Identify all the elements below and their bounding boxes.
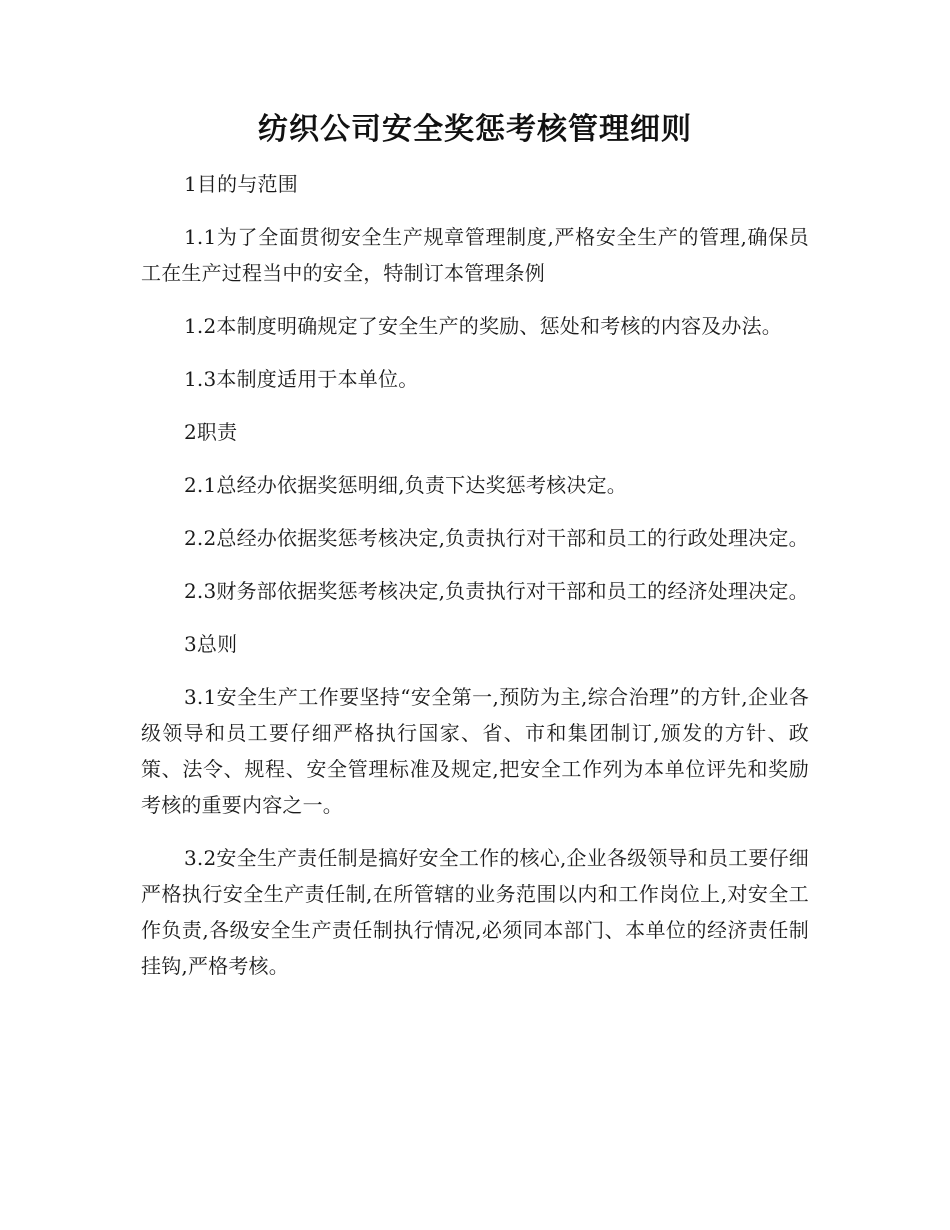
paragraph-3-2: 3.2安全生产责任制是搞好安全工作的核心,企业各级领导和员工要仔细严格执行安全生产责任制,在所管辖的业务范围以内和工作岗位上,对安全工作负责,各级安全生产责任制执行情况,必须同本部门、本单位的经济责任制挂钩,严格考核。 — [141, 846, 809, 978]
document-body — [141, 166, 809, 1001]
section-heading-2: 2职责 — [184, 420, 238, 444]
paragraph-2-1: 2.1总经办依据奖惩明细,负责下达奖惩考核决定。 — [184, 473, 627, 497]
paragraph-3-1: 3.1安全生产工作要坚持“安全第一,预防为主,综合治理”的方针,企业各级领导和员工要仔细严格执行国家、省、市和集团制订,颁发的方针、政策、法令、规程、安全管理标准及规定,把安全工作列为本单位评先和奖励考核的重要内容之一。 — [141, 685, 809, 817]
paragraph-1-2: 1.2本制度明确规定了安全生产的奖励、惩处和考核的内容及办法。 — [184, 314, 783, 338]
paragraph-1-1: 1.1为了全面贯彻安全生产规章管理制度,严格安全生产的管理,确保员工在生产过程当中的安全，特制订本管理条例 — [141, 225, 809, 285]
paragraph-2-2: 2.2总经办依据奖惩考核决定,负责执行对干部和员工的行政处理决定。 — [184, 526, 809, 550]
section-heading-1: 1目的与范围 — [184, 172, 298, 196]
paragraph-2-3: 2.3财务部依据奖惩考核决定,负责执行对干部和员工的经济处理决定。 — [184, 579, 809, 603]
section-heading-3: 3总则 — [184, 632, 238, 656]
paragraph-1-3: 1.3本制度适用于本单位。 — [184, 367, 419, 391]
document-title: 纺织公司安全奖惩考核管理细则 — [258, 112, 692, 147]
